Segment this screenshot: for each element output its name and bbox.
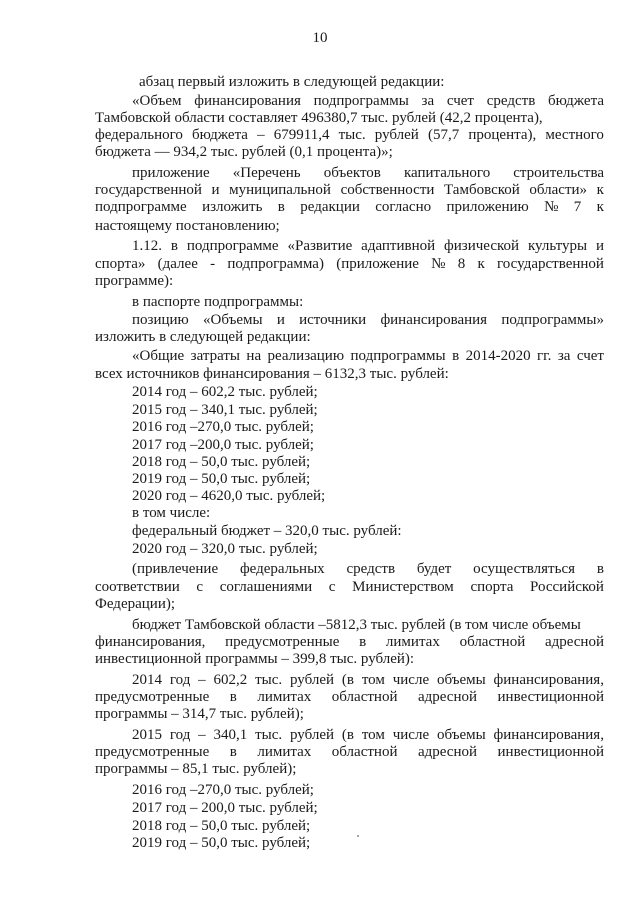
word: адаптивной	[361, 238, 436, 254]
word: подпрограмма)	[227, 256, 324, 272]
text-line	[132, 671, 604, 689]
word: (приложение	[336, 256, 419, 272]
word: реализацию	[267, 348, 345, 364]
word: (привлечение	[132, 561, 219, 577]
line-text: 2017 год – 200,0 тыс. рублей;	[132, 800, 318, 816]
word: счет	[576, 348, 604, 364]
word: за	[421, 93, 435, 109]
word: тыс.	[255, 727, 283, 743]
word: числе	[392, 672, 430, 688]
word: объемы	[436, 727, 486, 743]
word: финансирования	[380, 312, 488, 328]
word: к	[596, 182, 604, 198]
word: адресной	[417, 744, 478, 760]
text-line	[0, 453, 640, 471]
word: соглашениями	[219, 579, 313, 595]
word: собственности	[340, 182, 435, 198]
word: год	[169, 672, 191, 688]
text-line	[0, 436, 640, 454]
text-line	[95, 633, 604, 651]
word: том	[361, 672, 385, 688]
word: муниципальной	[229, 182, 331, 198]
text-line	[132, 164, 604, 182]
line-text: 2020 год – 320,0 тыс. рублей;	[132, 541, 318, 557]
word: областной	[331, 744, 398, 760]
text-line	[0, 143, 640, 161]
word: объемы	[436, 672, 486, 688]
word: бюджета	[548, 93, 604, 109]
word: средств	[486, 93, 536, 109]
word: федеральных	[239, 561, 325, 577]
word: капитального	[403, 165, 491, 181]
word: осуществляться	[473, 561, 576, 577]
text-line	[0, 540, 640, 558]
word: в	[229, 744, 237, 760]
word: 2014	[132, 672, 162, 688]
word: подпрограмме	[186, 238, 279, 254]
line-text: программы – 314,7 тыс. рублей);	[95, 706, 304, 722]
text-line	[95, 198, 604, 216]
word: финансирования	[194, 93, 301, 109]
word: инвестиционной	[497, 744, 604, 760]
word: федерального	[95, 127, 183, 143]
word: за	[557, 348, 571, 364]
word: инвестиционной	[497, 689, 604, 705]
word: средств	[346, 561, 396, 577]
word: объектов	[323, 165, 381, 181]
text-line	[0, 272, 640, 290]
word: государственной	[95, 182, 202, 198]
word: области»	[529, 182, 588, 198]
text-line	[0, 799, 640, 817]
word: позицию	[132, 312, 189, 328]
text-line	[0, 328, 640, 346]
text-line	[0, 817, 640, 835]
text-line	[95, 181, 604, 199]
word: №	[544, 199, 559, 215]
word: подпрограмме	[95, 199, 187, 215]
word: адресной	[417, 689, 478, 705]
line-text: 2014 год – 602,2 тыс. рублей;	[132, 384, 318, 400]
word: строительства	[513, 165, 604, 181]
word: подпрограммы	[313, 93, 409, 109]
text-line	[132, 726, 604, 744]
word: «Объемы	[203, 312, 263, 328]
text-line	[0, 383, 640, 401]
text-line	[0, 217, 640, 235]
line-text: изложить в следующей редакции:	[95, 329, 311, 345]
word: предусмотренные	[95, 744, 210, 760]
text-line	[95, 578, 604, 596]
word: и	[595, 238, 604, 254]
word: Тамбовской	[444, 182, 520, 198]
word: рублей	[290, 672, 335, 688]
word: предусмотренные	[95, 689, 210, 705]
word: –	[198, 672, 206, 688]
word: 2015	[132, 727, 162, 743]
line-text: бюджета — 934,2 тыс. рублей (0,1 процента)»;	[95, 144, 393, 160]
word: затраты	[190, 348, 240, 364]
text-line	[0, 418, 640, 436]
line-text: 2017 год –200,0 тыс. рублей;	[132, 437, 314, 453]
word: подпрограммы	[350, 348, 446, 364]
text-line	[132, 347, 604, 365]
word: государственной	[497, 256, 604, 272]
line-text: федеральный бюджет – 320,0 тыс. рублей:	[132, 523, 402, 539]
text-line	[0, 781, 640, 799]
word: с	[328, 579, 336, 595]
word: 340,1	[213, 727, 248, 743]
text-line	[95, 743, 604, 761]
word: процента),	[468, 127, 537, 143]
line-text: 2018 год – 50,0 тыс. рублей;	[132, 454, 311, 470]
word: лимитах	[385, 634, 440, 650]
text-line	[0, 760, 640, 778]
word: на	[246, 348, 262, 364]
word: -	[210, 256, 216, 272]
word: Министерством	[352, 579, 454, 595]
word: областной	[459, 634, 526, 650]
word: (в	[341, 727, 354, 743]
word: подпрограммы»	[501, 312, 604, 328]
text-line	[0, 293, 640, 311]
text-line	[95, 126, 604, 144]
word: том	[361, 727, 385, 743]
line-text: настоящему постановлению;	[95, 218, 280, 234]
text-line	[95, 688, 604, 706]
word: и	[211, 182, 220, 198]
line-text: 2016 год –270,0 тыс. рублей;	[132, 419, 314, 435]
word: финансирования,	[95, 634, 206, 650]
word: год	[169, 727, 191, 743]
line-text: 2020 год – 4620,0 тыс. рублей;	[132, 488, 326, 504]
line-text: бюджет Тамбовской области –5812,3 тыс. рублей (в том числе объемы	[132, 617, 581, 633]
word: лимитах	[257, 744, 312, 760]
word: изложить	[202, 199, 263, 215]
text-line	[0, 834, 640, 852]
line-text: программы – 85,1 тыс. рублей);	[95, 761, 297, 777]
word: тыс.	[338, 127, 366, 143]
text-line	[0, 595, 640, 613]
text-line	[0, 522, 640, 540]
word: предусмотренные	[225, 634, 340, 650]
text-line	[0, 650, 640, 668]
line-text: 2015 год – 340,1 тыс. рублей;	[132, 402, 318, 418]
word: рублей	[290, 727, 335, 743]
text-line	[0, 470, 640, 488]
page-number: 10	[312, 30, 328, 46]
word: областной	[331, 689, 398, 705]
word: к	[477, 256, 485, 272]
word: финансирования,	[493, 727, 604, 743]
text-line	[132, 311, 604, 329]
word: 8	[457, 256, 466, 272]
line-text: всех источников финансирования – 6132,3 тыс. рублей:	[95, 366, 449, 382]
word: (в	[341, 672, 354, 688]
line-text: инвестиционной программы – 399,8 тыс. рублей):	[95, 651, 415, 667]
word: в	[452, 348, 460, 364]
word: «Перечень	[232, 165, 301, 181]
word: культуры	[527, 238, 588, 254]
word: –	[257, 127, 265, 143]
scan-speck	[357, 835, 359, 837]
word: приложение	[132, 165, 210, 181]
word: (57,7	[427, 127, 460, 143]
word: бюджета	[192, 127, 248, 143]
word: 7	[573, 199, 582, 215]
text-line	[0, 109, 640, 127]
line-text: 2019 год – 50,0 тыс. рублей;	[132, 835, 311, 851]
word: спорта	[470, 579, 514, 595]
word: №	[431, 256, 446, 272]
text-line	[0, 73, 640, 91]
word: источники	[299, 312, 367, 328]
word: редакции	[300, 199, 360, 215]
word: лимитах	[257, 689, 312, 705]
word: соответствии	[95, 579, 180, 595]
word: «Развитие	[287, 238, 353, 254]
word: (далее	[157, 256, 198, 272]
word: в	[359, 634, 367, 650]
line-text: 2019 год – 50,0 тыс. рублей;	[132, 471, 311, 487]
text-line	[0, 487, 640, 505]
word: в	[277, 199, 285, 215]
line-text: 2016 год –270,0 тыс. рублей;	[132, 782, 314, 798]
word: «Объем	[132, 93, 182, 109]
line-text: 2018 год – 50,0 тыс. рублей;	[132, 818, 311, 834]
word: 602,2	[213, 672, 248, 688]
line-text: Федерации);	[95, 596, 176, 612]
text-line	[0, 401, 640, 419]
word: «Общие	[132, 348, 185, 364]
line-text: программе):	[95, 273, 174, 289]
word: гг.	[537, 348, 552, 364]
line-text: в паспорте подпрограммы:	[132, 294, 304, 310]
text-line	[0, 616, 640, 634]
word: в	[229, 689, 237, 705]
text-line	[132, 237, 604, 255]
word: рублей	[374, 127, 419, 143]
word: к	[596, 199, 604, 215]
line-text: Тамбовской области составляет 496380,7 тыс. рублей (42,2 процента),	[95, 110, 543, 126]
text-line	[0, 705, 640, 723]
word: 2014-2020	[465, 348, 531, 364]
word: приложению	[446, 199, 529, 215]
word: будет	[416, 561, 452, 577]
word: числе	[392, 727, 430, 743]
word: спорта»	[95, 256, 146, 272]
text-line	[0, 365, 640, 383]
word: физической	[444, 238, 520, 254]
text-line	[0, 504, 640, 522]
word: адресной	[544, 634, 604, 650]
line-text: абзац первый изложить в следующей редакции:	[139, 74, 445, 90]
text-line	[132, 92, 604, 110]
text-line	[95, 255, 604, 273]
word: финансирования,	[493, 672, 604, 688]
word: и	[276, 312, 285, 328]
word: 1.12.	[132, 238, 162, 254]
word: счет	[446, 93, 474, 109]
word: в	[170, 238, 178, 254]
text-line	[132, 560, 604, 578]
word: 679911,4	[273, 127, 330, 143]
word: –	[198, 727, 206, 743]
word: Российской	[530, 579, 604, 595]
word: местного	[545, 127, 604, 143]
word: в	[596, 561, 604, 577]
word: с	[196, 579, 204, 595]
line-text: в том числе:	[132, 505, 211, 521]
word: согласно	[375, 199, 432, 215]
word: тыс.	[255, 672, 283, 688]
